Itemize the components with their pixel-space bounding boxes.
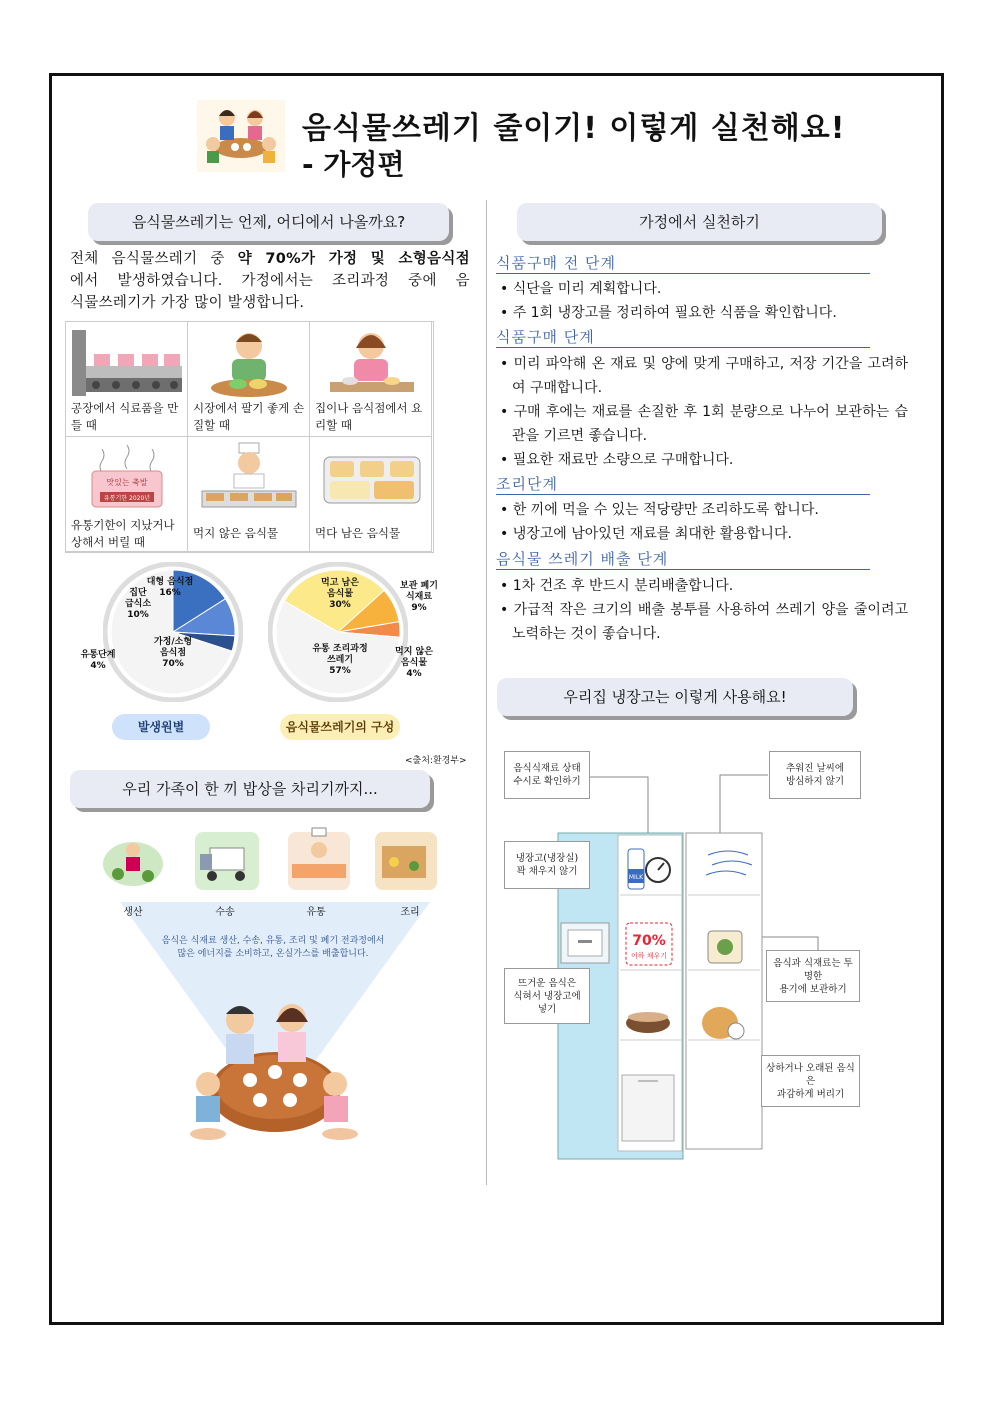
stage-label-distribution: 유통 <box>306 907 326 918</box>
grid-cell-market <box>188 322 310 437</box>
grid-cell-uneaten <box>188 437 310 552</box>
grid-caption: 먹다 남은 음식물 <box>315 526 401 540</box>
fridge-label-transparent: 음식과 식재료는 투명한 용기에 보관하기 <box>766 950 860 1002</box>
source-note: <출처:환경부> <box>405 756 467 766</box>
stage-label-transport: 수송 <box>215 907 235 918</box>
grid-cell-leftover <box>310 437 432 552</box>
grid-caption: 공장에서 식료품을 만들 때 <box>71 401 179 432</box>
family-meal-illustration <box>197 100 285 172</box>
column-divider <box>486 200 487 1185</box>
pie1-label-large-restaurant: 대형 음식점 16% <box>146 577 194 598</box>
stage-label-production: 생산 <box>123 907 143 918</box>
grid-caption: 시장에서 팔기 좋게 손질할 때 <box>193 401 304 432</box>
pie1-label-cafeteria: 집단 급식소 10% <box>124 588 152 620</box>
fridge-label-cold-day: 추워진 날씨에 방심하지 않기 <box>769 751 861 799</box>
pie2-label-cooking: 유통 조리과정 쓰레기 57% <box>312 644 368 676</box>
fill-badge-sub: 이하 채우기 <box>630 952 668 960</box>
list-item: • 주 1회 냉장고를 정리하여 필요한 식품을 확인합니다. <box>500 305 837 321</box>
list-item: • 미리 파악해 온 재료 및 양에 맞게 구매하고, 저장 기간을 고려하여 구매합니다. <box>500 356 908 396</box>
list-item: • 냉장고에 남아있던 재료를 최대한 활용합니다. <box>500 526 792 542</box>
list-item: • 한 끼에 먹을 수 있는 적당량만 조리하도록 합니다. <box>500 502 819 518</box>
transport-icon <box>195 832 259 890</box>
sec-title-purchase: 식품구매 단계 <box>496 328 870 348</box>
section-heading-where: 음식물쓰레기는 언제, 어디에서 나올까요? <box>88 203 449 241</box>
list-purchase <box>498 352 908 472</box>
sec-title-before-purchase: 식품구매 전 단계 <box>496 254 870 274</box>
meal-lifecycle-illustration <box>100 822 445 1152</box>
milk-label: MILK <box>628 874 644 881</box>
page-title: 음식물쓰레기 줄이기! 이렇게 실천해요! <box>302 111 846 146</box>
list-item: • 식단을 미리 계획합니다. <box>500 281 662 297</box>
list-item: • 구매 후에는 재료를 손질한 후 1회 분량으로 나누어 보관하는 습관을 기르면 좋습니다. <box>500 404 908 444</box>
expiry-label-text: 유통기한 2020년 <box>103 495 151 502</box>
stage-note <box>150 935 396 961</box>
para-line1b-bold: 약 70%가 가정 및 소형음식점 <box>237 251 470 267</box>
distribution-icon <box>288 828 350 890</box>
pie2-label-leftover: 먹고 남은 음식물 30% <box>321 578 359 610</box>
para-line1a: 전체 음식물쓰레기 중 <box>70 251 238 267</box>
uneaten-food-illustration <box>194 441 304 515</box>
page-subtitle: - 가정편 <box>302 148 405 181</box>
list-item: • 가급적 작은 크기의 배출 봉투를 사용하여 쓰레기 양을 줄이려고 노력하는 것이 좋습니다. <box>500 602 908 642</box>
production-icon <box>103 842 163 886</box>
list-disposal <box>498 574 908 646</box>
section-heading-home-practice: 가정에서 실천하기 <box>517 203 882 241</box>
sec-title-disposal: 음식물 쓰레기 배출 단계 <box>496 550 870 570</box>
list-cooking <box>498 498 908 546</box>
pie1-caption: 발생원별 <box>112 714 210 740</box>
cooking-icon <box>375 832 437 890</box>
para-line2: 에서 발생하였습니다. 가정에서는 조리과정 중에 음 <box>70 273 470 289</box>
pie2-caption: 음식물쓰레기의 구성 <box>280 714 400 740</box>
grid-cell-factory <box>66 322 188 437</box>
section-heading-fridge: 우리집 냉장고는 이렇게 사용해요! <box>497 678 853 716</box>
stage-note-line1: 음식은 식재료 생산, 수송, 유통, 조리 및 폐기 전과정에서 <box>161 936 385 946</box>
intro-paragraph <box>70 248 470 314</box>
stage-label-cooking: 조리 <box>400 907 420 918</box>
stage-note-line2: 많은 에너지를 소비하고, 온실가스를 배출합니다. <box>177 949 369 959</box>
factory-illustration <box>72 326 182 400</box>
waste-source-grid <box>65 321 434 553</box>
list-item: • 필요한 재료만 소량으로 구매합니다. <box>500 452 734 468</box>
grid-cell-expired <box>66 437 188 552</box>
para-line3: 식물쓰레기가 가장 많이 발생합니다. <box>70 295 305 311</box>
pie2-label-storage: 보관 폐기 식재료 9% <box>400 581 438 613</box>
fridge-label-old-food: 상하거나 오래된 음식은 과감하게 버리기 <box>761 1055 860 1107</box>
grid-cell-cooking <box>310 322 432 437</box>
pie2-label-uneaten: 먹지 않은 음식물 4% <box>395 647 433 679</box>
section-heading-meal: 우리 가족이 한 끼 밥상을 차리기까지... <box>70 770 430 808</box>
pie1-label-household: 가정/소형 음식점 70% <box>153 637 193 669</box>
leftover-tray-illustration <box>316 441 426 515</box>
pie1-label-distribution: 유통단계 4% <box>80 650 116 671</box>
fridge-label-no-full: 냉장고(냉장실) 꽉 채우지 않기 <box>504 841 590 889</box>
sec-title-cooking: 조리단계 <box>496 475 870 495</box>
expired-sign-text: 맛있는 축발 <box>106 478 148 487</box>
grid-caption: 유통기한이 지났거나 상해서 버릴 때 <box>71 518 175 549</box>
list-before-purchase <box>498 277 908 325</box>
expired-food-illustration <box>72 441 182 515</box>
grid-caption: 집이나 음식점에서 요리할 때 <box>315 401 423 432</box>
grid-caption: 먹지 않은 음식물 <box>193 526 279 540</box>
fridge-label-hot-food: 뜨거운 음식은 식혀서 냉장고에 넣기 <box>504 968 590 1024</box>
list-item: • 1차 건조 후 반드시 분리배출합니다. <box>500 578 734 594</box>
fridge-label-check: 음식식재료 상태 수시로 확인하기 <box>504 751 590 799</box>
fill-badge-percent: 70% <box>632 933 666 949</box>
market-prep-illustration <box>194 326 304 400</box>
home-cooking-illustration <box>316 326 426 400</box>
